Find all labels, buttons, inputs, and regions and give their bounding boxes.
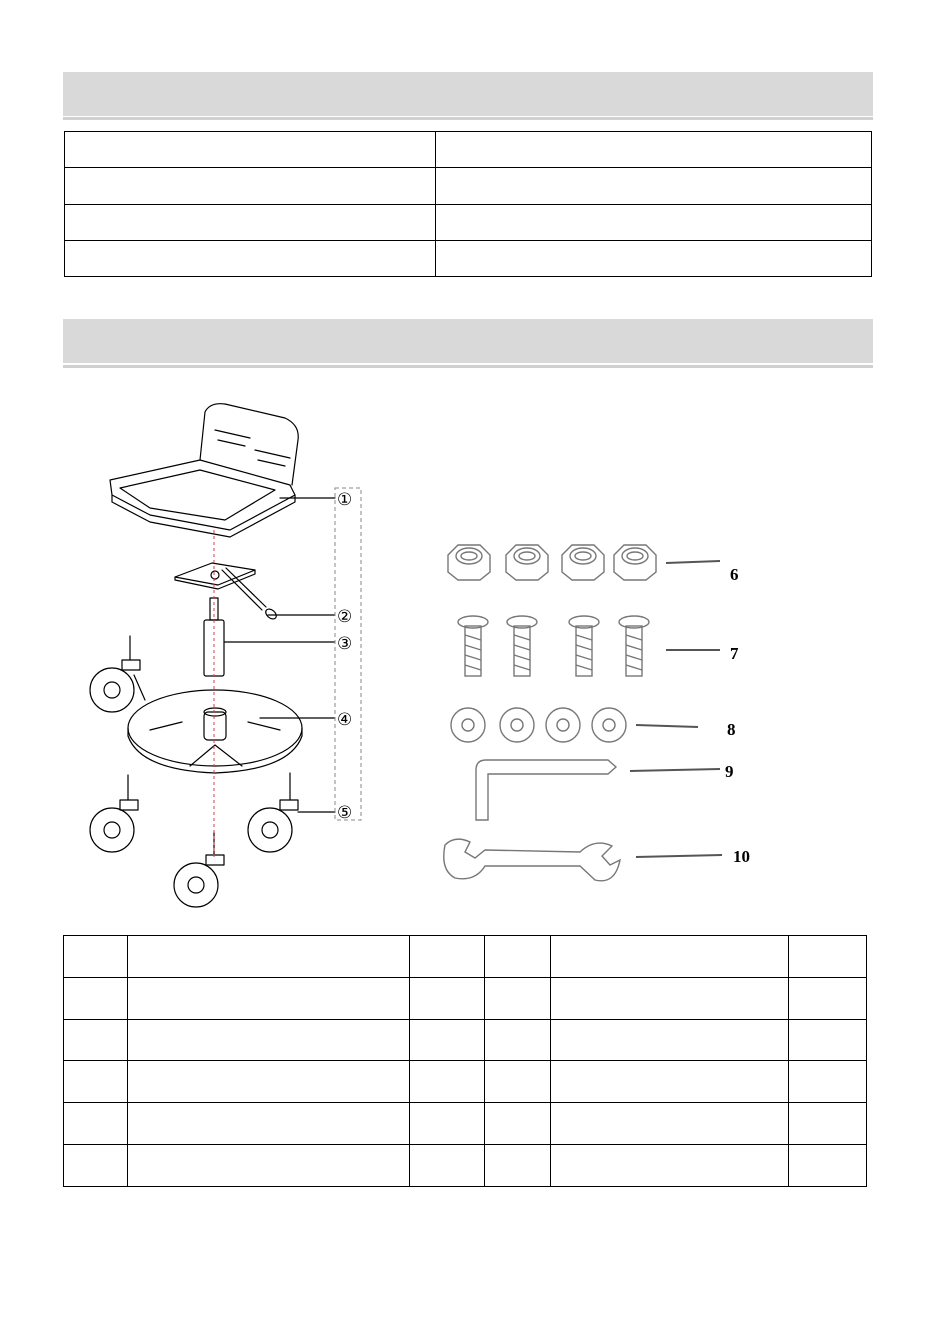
wrench-illustration bbox=[444, 839, 620, 881]
parts-cell bbox=[551, 977, 789, 1019]
seat-plate-illustration bbox=[175, 563, 278, 621]
nut-illustration bbox=[448, 545, 656, 580]
callout-3: ③ bbox=[337, 634, 353, 654]
parts-cell bbox=[551, 1019, 789, 1061]
parts-cell bbox=[128, 936, 410, 978]
parts-cell bbox=[410, 1145, 485, 1187]
section-rule-2 bbox=[63, 365, 873, 368]
parts-cell bbox=[789, 936, 867, 978]
parts-cell bbox=[410, 1019, 485, 1061]
parts-list-table bbox=[63, 935, 867, 1187]
callout-5: ⑤ bbox=[337, 803, 353, 823]
callout-8: 8 bbox=[727, 720, 736, 739]
parts-cell bbox=[64, 1103, 128, 1145]
parts-cell bbox=[128, 977, 410, 1019]
parts-cell bbox=[128, 1019, 410, 1061]
table-row bbox=[64, 977, 867, 1019]
parts-cell bbox=[789, 1145, 867, 1187]
parts-cell bbox=[485, 1145, 551, 1187]
spec-cell bbox=[65, 168, 436, 204]
assembly-diagram bbox=[0, 380, 933, 925]
spec-cell bbox=[436, 168, 872, 204]
section-rule-1 bbox=[63, 117, 873, 120]
allen-key-illustration bbox=[476, 760, 616, 820]
parts-cell bbox=[410, 977, 485, 1019]
spec-cell bbox=[65, 240, 436, 276]
parts-cell bbox=[128, 1103, 410, 1145]
parts-cell bbox=[64, 977, 128, 1019]
spec-cell bbox=[65, 204, 436, 240]
parts-cell bbox=[410, 936, 485, 978]
table-row bbox=[65, 168, 872, 204]
callout-9: 9 bbox=[725, 762, 734, 781]
parts-cell bbox=[551, 1103, 789, 1145]
parts-cell bbox=[789, 1019, 867, 1061]
parts-cell bbox=[789, 1061, 867, 1103]
table-row bbox=[65, 204, 872, 240]
callout-7: 7 bbox=[730, 644, 739, 663]
section-header-2 bbox=[63, 319, 873, 363]
washer-illustration bbox=[451, 708, 626, 742]
bolt-illustration bbox=[458, 616, 649, 676]
parts-cell bbox=[64, 1145, 128, 1187]
spec-cell bbox=[436, 204, 872, 240]
table-row bbox=[65, 240, 872, 276]
spec-cell bbox=[65, 132, 436, 168]
callout-6: 6 bbox=[730, 565, 739, 584]
table-row bbox=[64, 936, 867, 978]
parts-cell bbox=[789, 977, 867, 1019]
parts-cell bbox=[64, 1061, 128, 1103]
table-row bbox=[64, 1103, 867, 1145]
table-row bbox=[65, 132, 872, 168]
callout-1: ① bbox=[337, 490, 353, 510]
table-row bbox=[64, 1019, 867, 1061]
parts-cell bbox=[551, 1061, 789, 1103]
parts-cell bbox=[551, 936, 789, 978]
callout-2: ② bbox=[337, 607, 353, 627]
parts-cell bbox=[410, 1103, 485, 1145]
table-row bbox=[64, 1061, 867, 1103]
parts-cell bbox=[410, 1061, 485, 1103]
callout-bracket bbox=[335, 488, 361, 820]
parts-cell bbox=[485, 1019, 551, 1061]
spec-cell bbox=[436, 132, 872, 168]
parts-cell bbox=[551, 1145, 789, 1187]
parts-cell bbox=[128, 1145, 410, 1187]
parts-cell bbox=[128, 1061, 410, 1103]
parts-cell bbox=[485, 936, 551, 978]
base-illustration bbox=[128, 690, 302, 773]
table-row bbox=[64, 1145, 867, 1187]
parts-cell bbox=[485, 1103, 551, 1145]
seat-illustration bbox=[110, 404, 298, 537]
section-header-1 bbox=[63, 72, 873, 116]
parts-cell bbox=[64, 936, 128, 978]
parts-cell bbox=[789, 1103, 867, 1145]
callout-10: 10 bbox=[733, 847, 750, 866]
parts-cell bbox=[64, 1019, 128, 1061]
parts-cell bbox=[485, 1061, 551, 1103]
callout-4: ④ bbox=[337, 710, 353, 730]
parts-cell bbox=[485, 977, 551, 1019]
spec-cell bbox=[436, 240, 872, 276]
specification-table bbox=[64, 131, 872, 277]
